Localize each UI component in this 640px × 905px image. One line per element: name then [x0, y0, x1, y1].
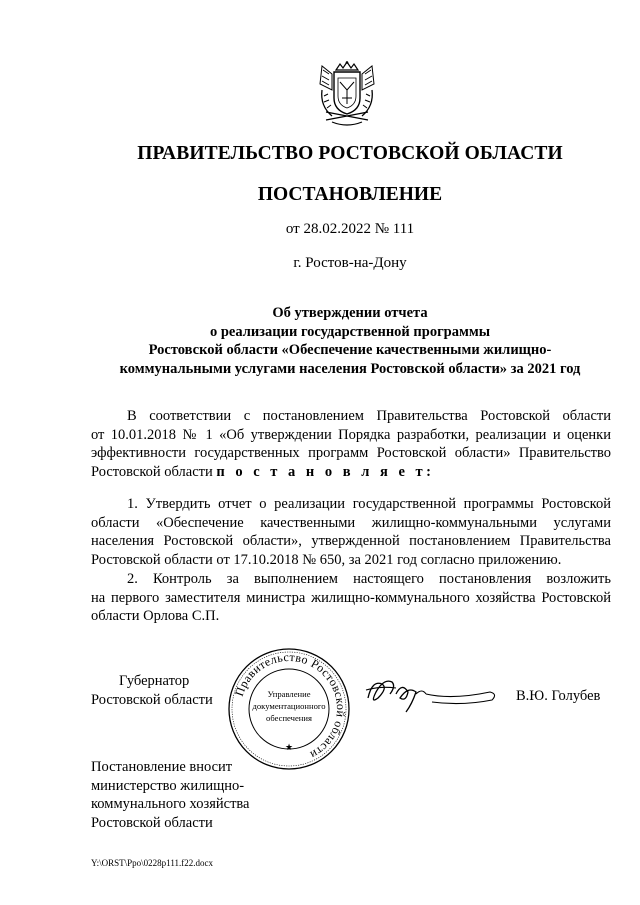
subject-line: коммунальными услугами населения Ростовской области» за 2021 год	[119, 360, 581, 377]
signatory-name: В.Ю. Голубев	[516, 688, 601, 704]
item-1-paragraph	[91, 495, 611, 569]
introduced-by-note	[91, 758, 250, 832]
rostov-oblast-coat-of-arms-icon	[314, 60, 380, 128]
introduced-line: Ростовской области	[91, 814, 213, 831]
paragraph-line: В соответствии с постановлением Правительства Ростовской области	[127, 408, 611, 424]
paragraph-line: населения Ростовской области», утвержденной постановлением Правительства	[91, 533, 611, 549]
document-type: ПОСТАНОВЛЕНИЕ	[257, 184, 443, 205]
stamp-center-line: обеспечения	[266, 713, 312, 723]
handwritten-signature-icon	[362, 672, 502, 716]
file-path: Y:\ORST\Ppo\0228p111.f22.docx	[91, 858, 214, 868]
document-subject	[90, 304, 610, 378]
position-line: Губернатор	[119, 673, 190, 689]
preamble-paragraph	[91, 407, 611, 481]
subject-line: о реализации государственной программы	[209, 323, 491, 340]
paragraph-line: области «Обеспечение качественными жилищно-коммунальными услугами	[91, 514, 611, 531]
paragraph-line: 2. Контроль за выполнением настоящего постановления возложить	[127, 571, 611, 587]
document-date-number: от 28.02.2022 № 111	[285, 221, 415, 237]
introduced-line: Постановление вносит	[91, 759, 233, 775]
paragraph-line: эффективности государственных программ Ростовской области» Правительство	[91, 445, 611, 461]
paragraph-line: Ростовской области от 17.10.2018 № 650, за 2021 год согласно приложению.	[91, 551, 562, 568]
paragraph-line: от 10.01.2018 № 1 «Об утверждении Порядка разработки, реализации и оценки	[91, 426, 611, 443]
paragraph-line: на первого заместителя министра жилищно-коммунального хозяйства Ростовской	[91, 589, 611, 606]
introduced-line: министерство жилищно-	[91, 777, 245, 794]
decree-word: п о с т а н о в л я е т:	[216, 463, 435, 480]
official-stamp	[227, 647, 351, 771]
subject-line: Ростовской области «Обеспечение качественными жилищно-	[148, 342, 552, 358]
paragraph-line-text: Ростовской области	[91, 463, 213, 480]
stamp-ring-text: Правительство Ростовской области	[231, 649, 349, 763]
stamp-center-line: Управление	[267, 689, 311, 699]
stamp-center-line: документационного	[252, 701, 326, 711]
item-2-paragraph	[91, 570, 611, 626]
introduced-line: коммунального хозяйства	[91, 796, 250, 812]
signatory-position	[91, 672, 213, 709]
document-city: г. Ростов-на-Дону	[293, 255, 407, 271]
paragraph-line: 1. Утвердить отчет о реализации государственной программы Ростовской	[127, 496, 611, 512]
subject-line: Об утверждении отчета	[272, 305, 428, 321]
paragraph-line	[91, 463, 611, 482]
position-line: Ростовской области	[91, 691, 213, 708]
paragraph-line: области Орлова С.П.	[91, 608, 220, 624]
svg-text:★: ★	[284, 742, 294, 752]
government-title: ПРАВИТЕЛЬСТВО РОСТОВСКОЙ ОБЛАСТИ	[137, 143, 563, 164]
